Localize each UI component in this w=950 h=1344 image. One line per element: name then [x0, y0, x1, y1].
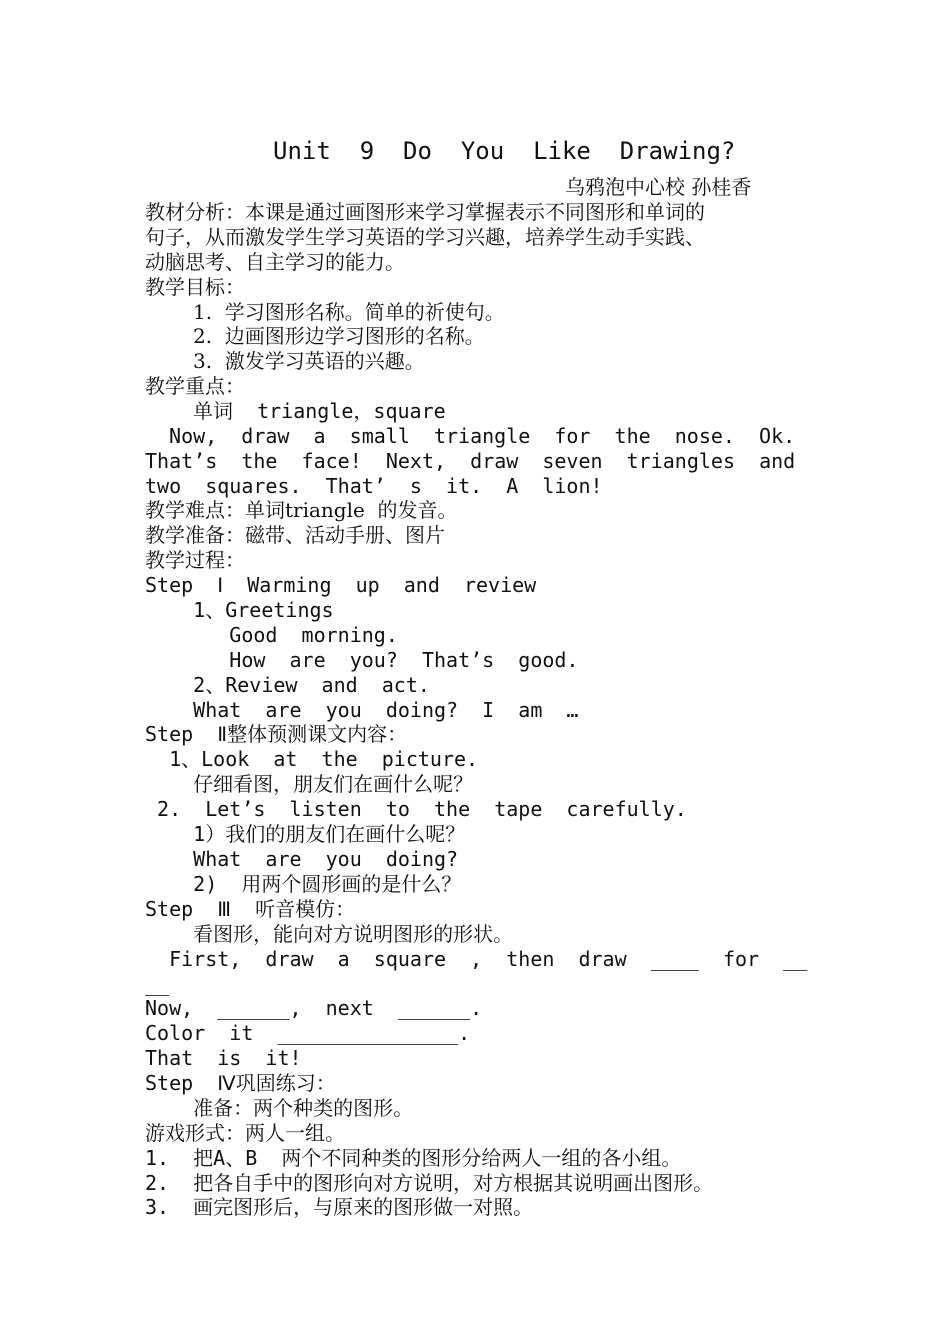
- step-line: What are you doing? I am …: [145, 698, 579, 722]
- preparation-line: 教学准备：磁带、活动手册、图片: [145, 523, 445, 547]
- objective-item: 3. 激发学习英语的兴趣。: [193, 349, 425, 373]
- step-line: Step Ⅱ整体预测课文内容：: [145, 722, 408, 746]
- author-line: 乌鸦泡中心校 孙桂香: [565, 175, 752, 199]
- step-line: Step Ⅳ巩固练习：: [145, 1071, 336, 1095]
- step-line: 1）我们的朋友们在画什么呢？: [145, 822, 466, 846]
- objective-item: 1. 学习图形名称。简单的祈使句。: [193, 300, 505, 324]
- step-line: 2) 用两个圆形画的是什么？: [145, 872, 462, 896]
- key-points-heading: 教学重点：: [145, 374, 245, 398]
- step-line: 1、Look at the picture.: [145, 747, 479, 771]
- step-line: 看图形，能向对方说明图形的形状。: [145, 922, 514, 946]
- difficulty-line: 教学难点：单词triangle 的发音。: [145, 498, 458, 522]
- step-line: Now, ______, next ______.: [145, 996, 483, 1020]
- step-line: Step Ⅰ Warming up and review: [145, 573, 537, 597]
- key-point-line: 单词 triangle，square: [193, 399, 446, 423]
- key-point-line: That’s the face! Next, draw seven triangles and: [145, 449, 796, 473]
- objectives-heading: 教学目标：: [145, 275, 245, 299]
- step-line: That is it!: [145, 1046, 302, 1070]
- analysis-line: 教材分析：本课是通过画图形来学习掌握表示不同图形和单词的: [145, 200, 705, 224]
- objective-item: 2. 边画图形边学习图形的名称。: [193, 324, 485, 348]
- step-line: 2. 把各自手中的图形向对方说明，对方根据其说明画出图形。: [145, 1171, 714, 1195]
- key-point-line: Now, draw a small triangle for the nose. Ok.: [157, 424, 796, 448]
- analysis-line: 动脑思考、自主学习的能力。: [145, 250, 405, 274]
- step-line: Good morning.: [145, 623, 398, 647]
- step-line: __: [145, 972, 170, 996]
- key-point-line: two squares. That’ s it. A lion!: [145, 474, 603, 498]
- step-line: 游戏形式：两人一组。: [145, 1121, 345, 1145]
- step-line: Color it _______________.: [145, 1021, 471, 1045]
- process-heading: 教学过程：: [145, 548, 245, 572]
- step-line: 2. Let’s listen to the tape carefully.: [145, 797, 687, 821]
- step-line: 准备：两个种类的图形。: [145, 1096, 414, 1120]
- document-title: Unit 9 Do You Like Drawing?: [273, 137, 736, 165]
- step-line: 仔细看图，朋友们在画什么呢？: [145, 772, 474, 796]
- step-line: 2、Review and act.: [145, 673, 430, 697]
- step-line: How are you? That’s good.: [145, 648, 579, 672]
- analysis-line: 句子，从而激发学生学习英语的学习兴趣，培养学生动手实践、: [145, 225, 705, 249]
- step-line: What are you doing?: [145, 847, 459, 871]
- step-line: Step Ⅲ 听音模仿：: [145, 897, 356, 921]
- step-line: 1、Greetings: [145, 598, 334, 622]
- step-line: First, draw a square , then draw ____ for __: [145, 947, 808, 971]
- step-line: 3. 画完图形后，与原来的图形做一对照。: [145, 1195, 534, 1219]
- step-line: 1. 把A、B 两个不同种类的图形分给两人一组的各小组。: [145, 1146, 682, 1170]
